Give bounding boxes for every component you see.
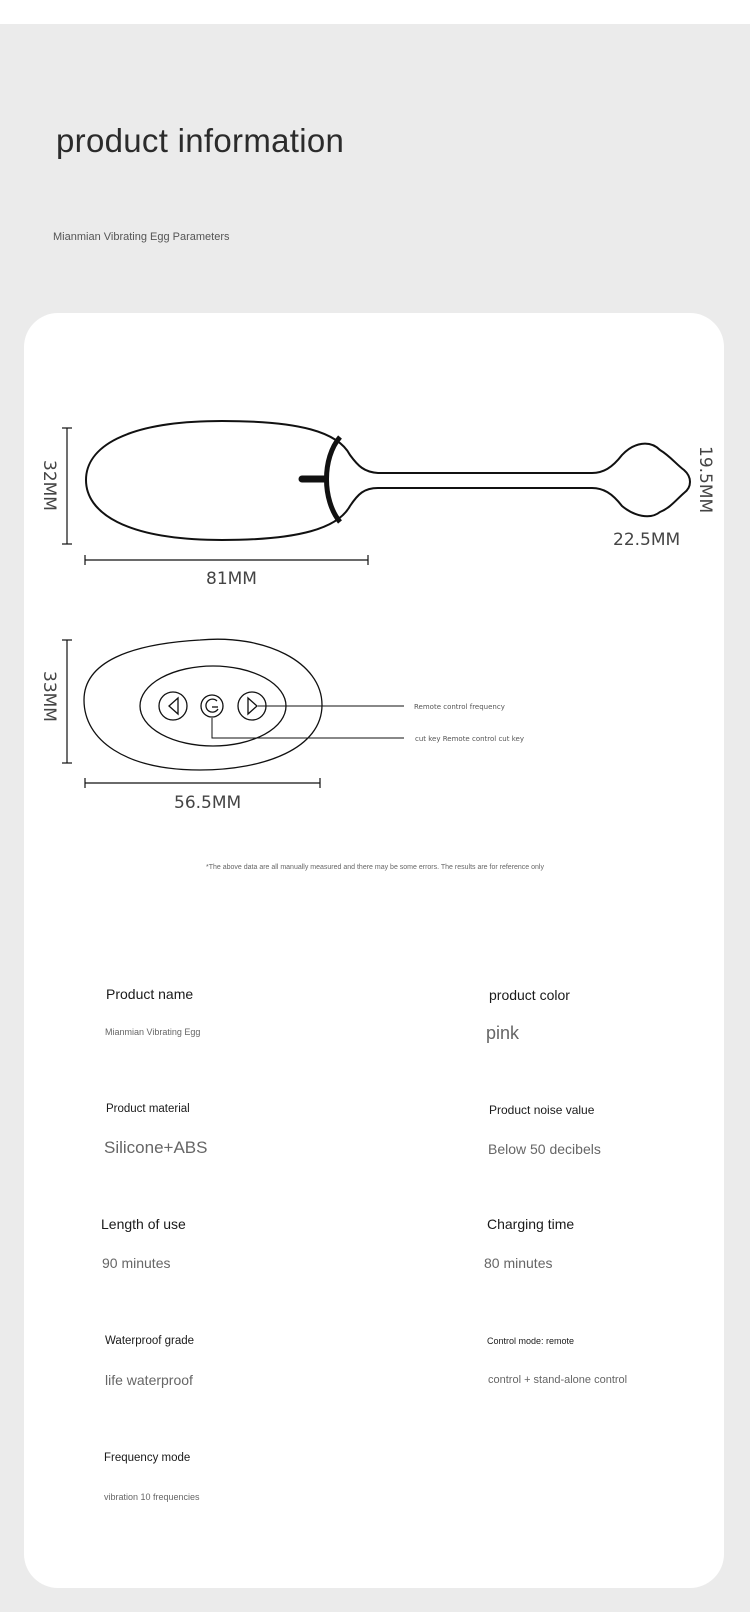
spec-value-length-of-use: 90 minutes	[102, 1255, 171, 1271]
spec-label-product-name: Product name	[106, 986, 194, 1002]
egg-length-label: 81MM	[206, 569, 257, 589]
spec-label-control-mode: Control mode: remote	[487, 1336, 575, 1346]
callout-frequency: Remote control frequency	[414, 703, 505, 711]
spec-label-charging-time: Charging time	[487, 1216, 575, 1232]
next-arrow-icon	[248, 698, 257, 714]
spec-label-frequency-mode: Frequency mode	[104, 1452, 191, 1464]
remote-width-label: 56.5MM	[174, 793, 242, 813]
spec-label-length-of-use: Length of use	[101, 1216, 186, 1232]
tail-height-label: 19.5MM	[695, 446, 715, 514]
spec-value-frequency-mode: vibration 10 frequencies	[104, 1492, 200, 1502]
spec-value-product-material: Silicone+ABS	[104, 1138, 208, 1157]
spec-value-product-name: Mianmian Vibrating Egg	[105, 1027, 201, 1037]
power-button	[201, 695, 223, 717]
prev-button	[159, 692, 187, 720]
egg-height-label: 32MM	[39, 460, 59, 511]
spec-label-product-color: product color	[489, 987, 570, 1003]
egg-outline	[86, 421, 690, 540]
prev-arrow-icon	[169, 698, 178, 714]
callout-cut-key: cut key Remote control cut key	[415, 735, 524, 743]
spec-value-waterproof-grade: life waterproof	[105, 1372, 193, 1388]
remote-drawing	[84, 639, 404, 770]
egg-seam	[327, 437, 341, 522]
disclaimer: *The above data are all manually measured and there may be some errors. The results are for reference only	[206, 864, 544, 871]
spec-value-control-mode: control + stand-alone control	[488, 1374, 628, 1386]
spec-label-waterproof-grade: Waterproof grade	[105, 1335, 195, 1347]
power-icon	[206, 699, 218, 712]
egg-drawing	[86, 421, 690, 540]
spec-value-noise-value: Below 50 decibels	[488, 1141, 601, 1157]
spec-label-noise-value: Product noise value	[489, 1103, 595, 1117]
spec-value-charging-time: 80 minutes	[484, 1255, 553, 1271]
remote-height-label: 33MM	[39, 671, 59, 722]
page-subtitle: Mianmian Vibrating Egg Parameters	[53, 231, 230, 243]
spec-label-product-material: Product material	[106, 1103, 190, 1115]
page-title: product information	[56, 122, 345, 159]
tail-width-label: 22.5MM	[613, 530, 681, 550]
spec-value-product-color: pink	[486, 1023, 520, 1043]
